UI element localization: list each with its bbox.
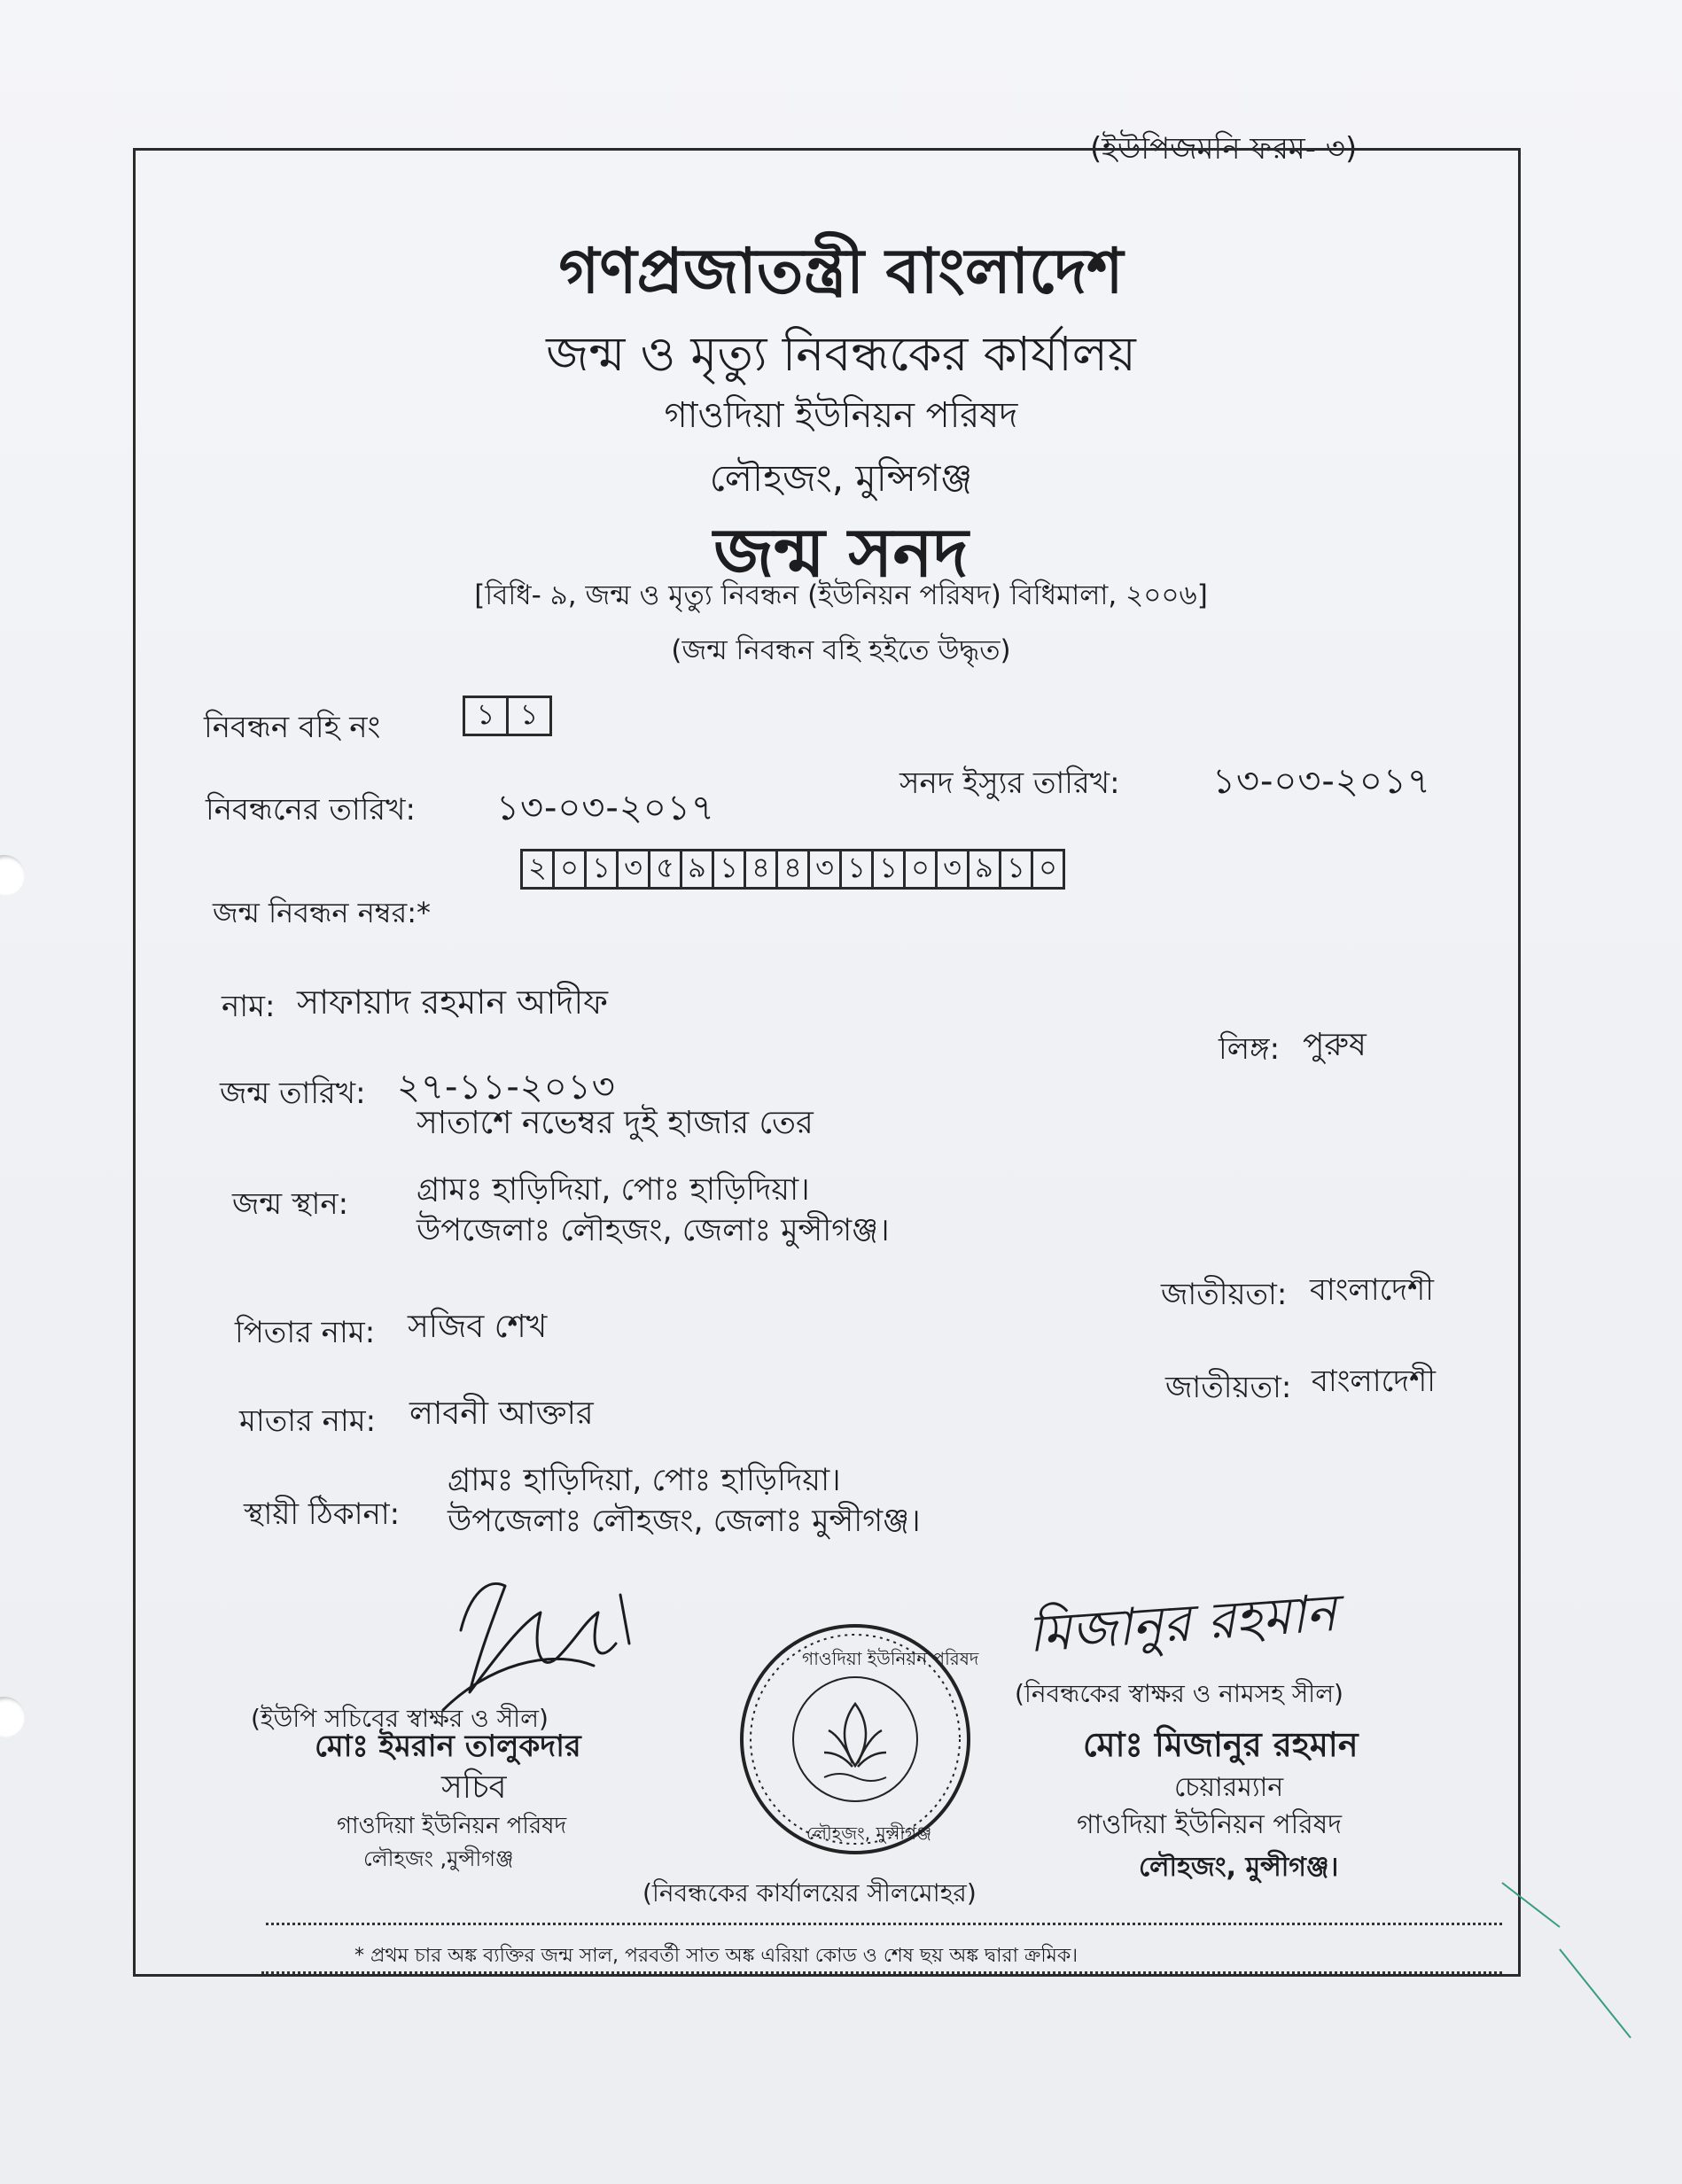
- secretary-location: লৌহজং ,মুন্সীগঞ্জ: [363, 1846, 514, 1871]
- mother-nationality-label: জাতীয়তা:: [1165, 1370, 1292, 1405]
- secretary-sign-caption: (ইউপি সচিবের স্বাক্ষর ও সীল): [251, 1704, 549, 1733]
- registrar-location: লৌহজং, মুন্সীগঞ্জ।: [1139, 1852, 1339, 1883]
- issue-date-label: সনদ ইস্যুর তারিখ:: [899, 766, 1120, 801]
- registration-date-value: ১৩-০৩-২০১৭: [496, 788, 715, 828]
- gender-label: লিঙ্গ:: [1219, 1031, 1281, 1067]
- reg-number-digit: ১: [871, 849, 906, 890]
- father-nationality-label: জাতীয়তা:: [1161, 1277, 1288, 1312]
- reg-number-digit: ০: [552, 849, 587, 890]
- reg-number-digit: ৩: [807, 849, 842, 890]
- birth-place-line: উপজেলাঃ লৌহজং, জেলাঃ মুন্সীগঞ্জ।: [417, 1213, 890, 1248]
- permanent-address-value: [448, 1460, 921, 1542]
- reg-number-digit: ১: [712, 849, 746, 890]
- secretary-designation: সচিব: [441, 1769, 507, 1806]
- footnote-divider: [261, 1971, 1502, 1974]
- birth-place-line: গ্রামঃ হাড়িদিয়া, পোঃ হাড়িদিয়া।: [417, 1172, 810, 1208]
- pen-mark: [1498, 1878, 1675, 2056]
- register-book-label: নিবন্ধন বহি নং: [204, 710, 381, 745]
- union-name: গাওদিয়া ইউনিয়ন পরিষদ: [664, 395, 1018, 436]
- birth-date-value: ২৭-১১-২০১৩: [397, 1067, 616, 1108]
- reg-number-digit: ৪: [775, 849, 810, 890]
- permanent-address-label: স্থায়ী ঠিকানা:: [244, 1496, 401, 1532]
- reg-number-digit: ৩: [935, 849, 969, 890]
- office-title: জন্ম ও মৃত্যু নিবন্ধকের কার্যালয়: [546, 326, 1136, 382]
- seal-text-top: গাওদিয়া ইউনিয়ন পরিষদ: [802, 1648, 979, 1669]
- name-label: নাম:: [222, 989, 276, 1024]
- birth-date-label: জন্ম তারিখ:: [220, 1076, 366, 1111]
- father-name-label: পিতার নাম:: [235, 1315, 376, 1350]
- reg-number-digit: ৯: [967, 849, 1001, 890]
- registrar-union: গাওদিয়া ইউনিয়ন পরিষদ: [1077, 1809, 1343, 1840]
- registration-number-label: জন্ম নিবন্ধন নম্বর:*: [213, 896, 432, 929]
- registrar-designation: চেয়ারম্যান: [1174, 1772, 1284, 1803]
- register-book-boxes: [465, 696, 552, 736]
- registration-date-label: নিবন্ধনের তারিখ:: [206, 792, 416, 828]
- registration-number-boxes: [523, 849, 1065, 890]
- seal-text-bottom: লৌহজং, মুন্সীগঞ্জ: [806, 1823, 932, 1844]
- birth-place-value: [417, 1170, 890, 1251]
- rule-reference: [বিধি- ৯, জন্ম ও মৃত্যু নিবন্ধন (ইউনিয়ন পরিষদ) বিধিমালা, ২০০৬]: [474, 579, 1208, 611]
- address-line: উপজেলাঃ লৌহজং, জেলাঃ মুন্সীগঞ্জ।: [448, 1504, 921, 1539]
- birth-place-label: জন্ম স্থান:: [232, 1186, 349, 1222]
- mother-name-label: মাতার নাম:: [239, 1403, 377, 1439]
- reg-number-digit: ৩: [616, 849, 650, 890]
- name-value: সাফায়াদ রহমান আদীফ: [297, 983, 609, 1022]
- reg-number-digit: ৯: [680, 849, 714, 890]
- issue-date-value: ১৩-০৩-২০১৭: [1212, 761, 1431, 802]
- reg-number-digit: ০: [1031, 849, 1065, 890]
- reg-number-digit: ১: [999, 849, 1033, 890]
- footnote: * প্রথম চার অঙ্ক ব্যক্তির জন্ম সাল, পরবর্তী সাত অঙ্ক এরিয়া কোড ও শেষ ছয় অঙ্ক দ্বারা ক্রমিক।: [354, 1945, 1079, 1967]
- footnote-divider: [266, 1923, 1502, 1925]
- father-nationality-value: বাংলাদেশী: [1310, 1272, 1434, 1308]
- registrar-signature: মিজানুর রহমান: [1025, 1582, 1339, 1665]
- registrar-sign-caption: (নিবন্ধকের স্বাক্ষর ও নামসহ সীল): [1015, 1679, 1343, 1708]
- country-title: গণপ্রজাতন্ত্রী বাংলাদেশ: [558, 235, 1124, 307]
- address-line: গ্রামঃ হাড়িদিয়া, পোঃ হাড়িদিয়া।: [448, 1463, 841, 1498]
- mother-nationality-value: বাংলাদেশী: [1312, 1364, 1436, 1399]
- reg-number-digit: ৪: [744, 849, 778, 890]
- extract-note: (জন্ম নিবন্ধন বহি হইতে উদ্ধৃত): [671, 634, 1011, 666]
- reg-number-digit: ১: [584, 849, 619, 890]
- reg-number-digit: ৫: [648, 849, 682, 890]
- register-book-digit: ১: [463, 696, 509, 736]
- upazila-name: লৌহজং, মুন্সিগঞ্জ: [709, 456, 973, 500]
- secretary-name: মোঃ ইমরান তালুকদার: [315, 1729, 581, 1764]
- reg-number-digit: ২: [520, 849, 555, 890]
- mother-name-value: লাবনী আক্তার: [409, 1395, 594, 1432]
- registrar-name: মোঃ মিজানুর রহমান: [1083, 1725, 1359, 1764]
- gender-value: পুরুষ: [1303, 1027, 1367, 1063]
- certificate-title: জন্ম সনদ: [713, 513, 969, 592]
- father-name-value: সজিব শেখ: [408, 1309, 548, 1345]
- form-tag: (ইউপিজমনি ফরম- ৩): [1090, 131, 1358, 167]
- register-book-digit: ১: [506, 696, 552, 736]
- reg-number-digit: ০: [903, 849, 938, 890]
- secretary-union: গাওদিয়া ইউনিয়ন পরিষদ: [337, 1813, 567, 1839]
- seal-caption: (নিবন্ধকের কার্যালয়ের সীলমোহর): [642, 1878, 977, 1908]
- birth-date-in-words: সাতাশে নভেম্বর দুই হাজার তের: [417, 1105, 814, 1141]
- reg-number-digit: ১: [839, 849, 874, 890]
